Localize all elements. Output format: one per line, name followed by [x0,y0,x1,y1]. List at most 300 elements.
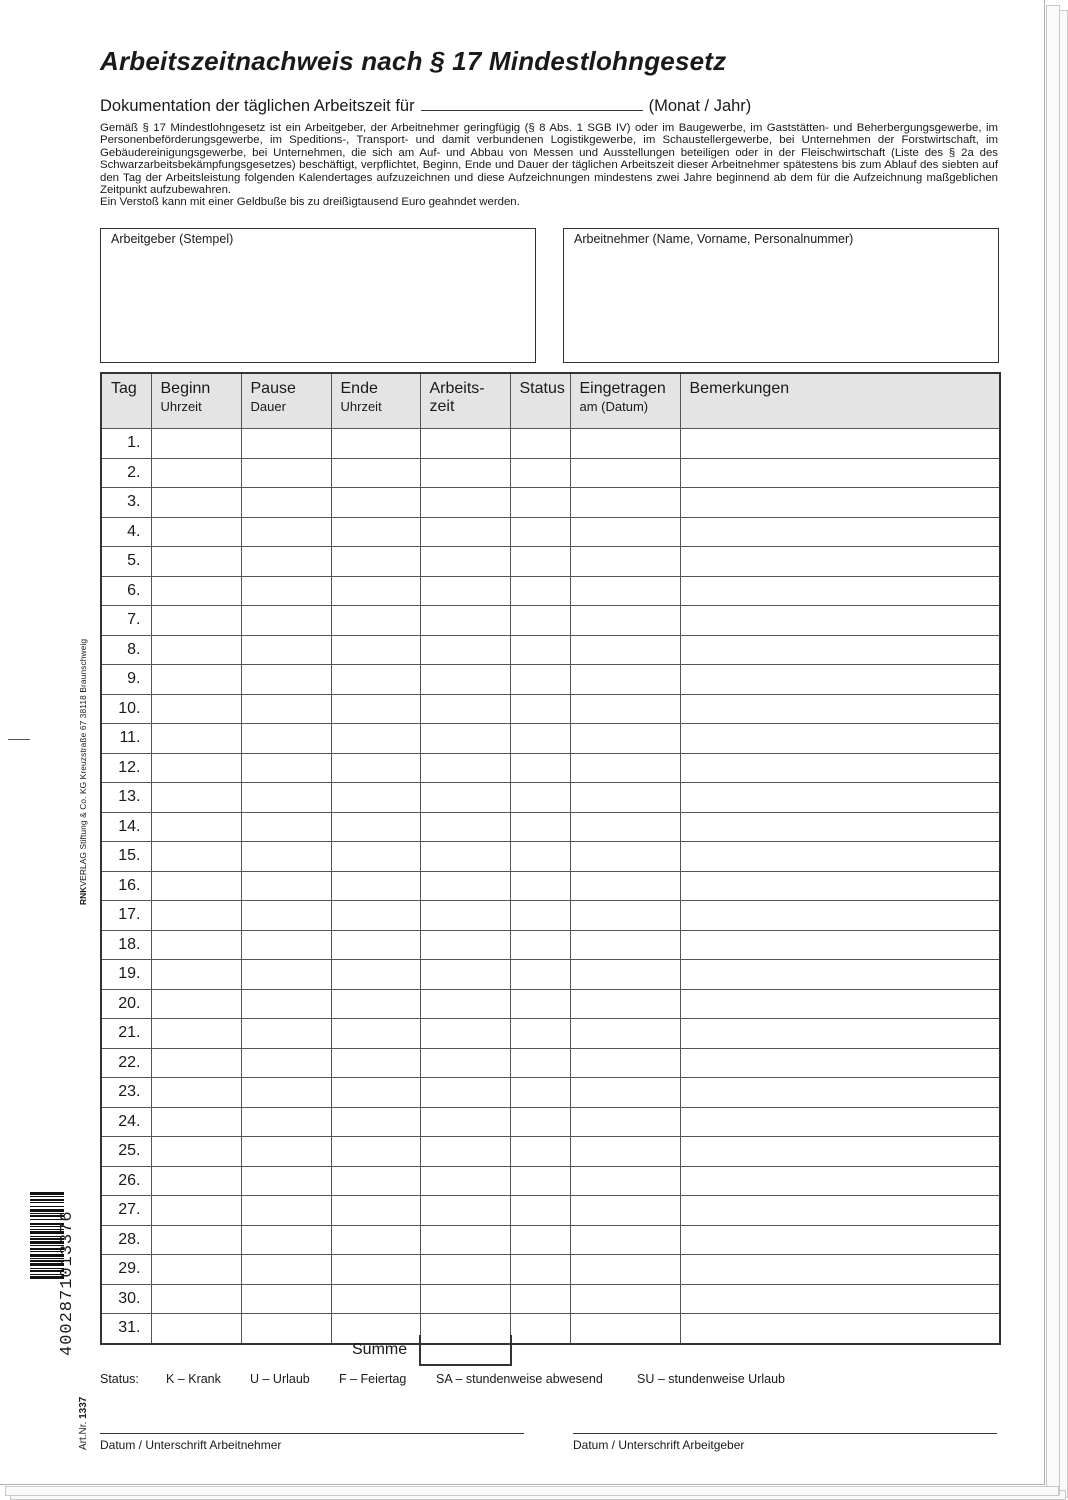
table-header-row [101,373,1000,429]
entry-cell[interactable] [241,842,331,872]
entry-cell[interactable] [510,1196,570,1226]
publisher-brand: RNK [78,886,88,905]
entry-cell[interactable] [151,871,241,901]
entry-cell[interactable] [510,1019,570,1049]
entry-cell[interactable] [151,930,241,960]
entry-cell[interactable] [570,1019,680,1049]
entry-cell[interactable] [680,989,1000,1019]
entry-cell[interactable] [420,488,510,518]
table-row [101,1019,1000,1049]
entry-cell[interactable] [570,1078,680,1108]
entry-cell[interactable] [241,1078,331,1108]
column-header [680,373,1000,429]
entry-cell[interactable] [151,694,241,724]
entry-cell[interactable] [570,517,680,547]
entry-cell[interactable] [680,753,1000,783]
entry-cell[interactable] [241,1019,331,1049]
entry-cell[interactable] [331,901,420,931]
entry-cell[interactable] [510,1314,570,1344]
entry-cell[interactable] [420,783,510,813]
entry-cell[interactable] [680,694,1000,724]
entry-cell[interactable] [420,960,510,990]
entry-cell[interactable] [151,1284,241,1314]
entry-cell[interactable] [420,606,510,636]
entry-cell[interactable] [331,694,420,724]
table-row [101,1196,1000,1226]
entry-cell[interactable] [420,517,510,547]
entry-cell[interactable] [151,1255,241,1285]
entry-cell[interactable] [510,842,570,872]
entry-cell[interactable] [570,606,680,636]
day-number: 3. [101,488,151,518]
entry-cell[interactable] [331,960,420,990]
entry-cell[interactable] [241,694,331,724]
entry-cell[interactable] [151,576,241,606]
entry-cell[interactable] [570,1225,680,1255]
employer-signature-line[interactable] [573,1433,997,1434]
column-header-subtitle: Dauer [250,399,286,414]
day-number: 8. [101,635,151,665]
column-header-subtitle: zeit [429,398,455,415]
entry-cell[interactable] [570,429,680,459]
entry-cell[interactable] [331,1048,420,1078]
entry-cell[interactable] [680,1284,1000,1314]
entry-cell[interactable] [241,429,331,459]
employer-signature-label: Datum / Unterschrift Arbeitgeber [573,1438,745,1452]
entry-cell[interactable] [420,1019,510,1049]
entry-cell[interactable] [570,1137,680,1167]
entry-cell[interactable] [570,1048,680,1078]
entry-cell[interactable] [570,989,680,1019]
entry-cell[interactable] [420,724,510,754]
entry-cell[interactable] [151,1137,241,1167]
entry-cell[interactable] [331,665,420,695]
employee-box-label: Arbeitnehmer (Name, Vorname, Personalnummer) [574,232,854,246]
entry-cell[interactable] [680,1019,1000,1049]
entry-cell[interactable] [570,1314,680,1344]
table-body [101,429,1000,1344]
entry-cell[interactable] [510,606,570,636]
employee-signature-label: Datum / Unterschrift Arbeitnehmer [100,1438,282,1452]
entry-cell[interactable] [331,576,420,606]
entry-cell[interactable] [151,458,241,488]
entry-cell[interactable] [151,753,241,783]
entry-cell[interactable] [680,960,1000,990]
sheet-edge [1046,5,1060,1495]
entry-cell[interactable] [420,812,510,842]
day-number: 18. [101,930,151,960]
entry-cell[interactable] [420,547,510,577]
table-row [101,1166,1000,1196]
entry-cell[interactable] [510,1137,570,1167]
entry-cell[interactable] [331,989,420,1019]
status-legend-item: SU – stundenweise Urlaub [637,1372,785,1386]
entry-cell[interactable] [151,989,241,1019]
entry-cell[interactable] [241,606,331,636]
entry-cell[interactable] [510,1166,570,1196]
table-row [101,606,1000,636]
entry-cell[interactable] [241,1137,331,1167]
entry-cell[interactable] [680,488,1000,518]
entry-cell[interactable] [510,724,570,754]
entry-cell[interactable] [420,930,510,960]
entry-cell[interactable] [151,488,241,518]
column-header-subtitle: am (Datum) [579,399,649,414]
entry-cell[interactable] [331,1314,420,1344]
entry-cell[interactable] [570,488,680,518]
entry-cell[interactable] [510,1078,570,1108]
table-row [101,665,1000,695]
legal-notice [100,122,998,209]
entry-cell[interactable] [241,871,331,901]
entry-cell[interactable] [241,576,331,606]
entry-cell[interactable] [680,1107,1000,1137]
entry-cell[interactable] [680,930,1000,960]
entry-cell[interactable] [680,1225,1000,1255]
table-row [101,1225,1000,1255]
entry-cell[interactable] [570,724,680,754]
entry-cell[interactable] [570,635,680,665]
entry-cell[interactable] [331,1137,420,1167]
entry-cell[interactable] [420,1107,510,1137]
entry-cell[interactable] [680,665,1000,695]
entry-cell[interactable] [331,635,420,665]
day-number: 15. [101,842,151,872]
column-header [151,373,241,429]
entry-cell[interactable] [570,753,680,783]
entry-cell[interactable] [680,1166,1000,1196]
entry-cell[interactable] [510,576,570,606]
entry-cell[interactable] [680,517,1000,547]
form-title: Arbeitszeitnachweis nach § 17 Mindestlohngesetz [100,46,727,76]
entry-cell[interactable] [510,547,570,577]
entry-cell[interactable] [570,783,680,813]
entry-cell[interactable] [331,724,420,754]
column-header [510,373,570,429]
entry-cell[interactable] [570,871,680,901]
table-row [101,458,1000,488]
entry-cell[interactable] [570,547,680,577]
entry-cell[interactable] [241,1314,331,1344]
day-number: 4. [101,517,151,547]
entry-cell[interactable] [680,458,1000,488]
period-line [100,96,751,116]
entry-cell[interactable] [241,724,331,754]
column-header-title: Pause [250,380,296,397]
entry-cell[interactable] [570,576,680,606]
entry-cell[interactable] [151,842,241,872]
entry-cell[interactable] [510,1255,570,1285]
entry-cell[interactable] [420,1284,510,1314]
column-header-title: Status [519,380,565,397]
entry-cell[interactable] [331,753,420,783]
entry-cell[interactable] [680,1314,1000,1344]
entry-cell[interactable] [420,429,510,459]
entry-cell[interactable] [151,783,241,813]
entry-cell[interactable] [241,812,331,842]
entry-cell[interactable] [510,1107,570,1137]
entry-cell[interactable] [570,1166,680,1196]
table-row [101,1107,1000,1137]
entry-cell[interactable] [510,753,570,783]
entry-cell[interactable] [510,665,570,695]
table-row [101,960,1000,990]
entry-cell[interactable] [241,1284,331,1314]
entry-cell[interactable] [570,1284,680,1314]
day-number: 11. [101,724,151,754]
entry-cell[interactable] [510,1048,570,1078]
entry-cell[interactable] [331,517,420,547]
entry-cell[interactable] [331,1078,420,1108]
entry-cell[interactable] [151,1166,241,1196]
fold-mark [8,739,30,740]
column-header-subtitle: Uhrzeit [160,399,202,414]
entry-cell[interactable] [680,576,1000,606]
day-number: 13. [101,783,151,813]
entry-cell[interactable] [241,1048,331,1078]
entry-cell[interactable] [680,812,1000,842]
entry-cell[interactable] [510,517,570,547]
day-number: 24. [101,1107,151,1137]
entry-cell[interactable] [331,547,420,577]
entry-cell[interactable] [331,1107,420,1137]
entry-cell[interactable] [331,930,420,960]
entry-cell[interactable] [241,783,331,813]
entry-cell[interactable] [680,606,1000,636]
entry-cell[interactable] [151,1078,241,1108]
column-header-title: Tag [111,380,137,397]
entry-cell[interactable] [420,1048,510,1078]
entry-cell[interactable] [510,429,570,459]
entry-cell[interactable] [680,901,1000,931]
entry-cell[interactable] [570,812,680,842]
entry-cell[interactable] [151,1225,241,1255]
entry-cell[interactable] [510,783,570,813]
entry-cell[interactable] [680,871,1000,901]
entry-cell[interactable] [241,1196,331,1226]
entry-cell[interactable] [420,1225,510,1255]
entry-cell[interactable] [510,901,570,931]
timesheet-table [100,372,1001,1345]
entry-cell[interactable] [510,871,570,901]
column-header [241,373,331,429]
entry-cell[interactable] [331,458,420,488]
entry-cell[interactable] [151,1048,241,1078]
table-row [101,724,1000,754]
entry-cell[interactable] [151,724,241,754]
column-header [570,373,680,429]
entry-cell[interactable] [680,724,1000,754]
table-row [101,517,1000,547]
entry-cell[interactable] [241,753,331,783]
sum-label: Summe [352,1341,408,1358]
table-row [101,871,1000,901]
entry-cell[interactable] [331,1019,420,1049]
entry-cell[interactable] [151,1196,241,1226]
entry-cell[interactable] [241,665,331,695]
entry-cell[interactable] [510,1225,570,1255]
entry-cell[interactable] [241,517,331,547]
entry-cell[interactable] [331,1196,420,1226]
entry-cell[interactable] [331,812,420,842]
entry-cell[interactable] [420,871,510,901]
entry-cell[interactable] [680,1048,1000,1078]
entry-cell[interactable] [420,989,510,1019]
entry-cell[interactable] [331,783,420,813]
entry-cell[interactable] [331,1284,420,1314]
day-number: 14. [101,812,151,842]
entry-cell[interactable] [151,635,241,665]
entry-cell[interactable] [241,635,331,665]
day-number: 29. [101,1255,151,1285]
entry-cell[interactable] [241,901,331,931]
entry-cell[interactable] [331,842,420,872]
entry-cell[interactable] [510,635,570,665]
table-row [101,1314,1000,1344]
entry-cell[interactable] [680,1078,1000,1108]
entry-cell[interactable] [241,989,331,1019]
entry-cell[interactable] [241,458,331,488]
entry-cell[interactable] [420,1078,510,1108]
entry-cell[interactable] [420,753,510,783]
entry-cell[interactable] [420,576,510,606]
entry-cell[interactable] [241,1225,331,1255]
entry-cell[interactable] [570,901,680,931]
entry-cell[interactable] [510,458,570,488]
table-row [101,1284,1000,1314]
entry-cell[interactable] [420,1196,510,1226]
entry-cell[interactable] [510,812,570,842]
column-header [101,373,151,429]
entry-cell[interactable] [151,812,241,842]
entry-cell[interactable] [420,1137,510,1167]
publisher-imprint [78,639,88,905]
column-header-title: Beginn [160,380,211,397]
entry-cell[interactable] [331,1225,420,1255]
period-label: Dokumentation der täglichen Arbeitszeit für [100,97,415,115]
table-row [101,488,1000,518]
entry-cell[interactable] [420,694,510,724]
entry-cell[interactable] [570,1196,680,1226]
entry-cell[interactable] [510,960,570,990]
entry-cell[interactable] [570,458,680,488]
barcode-number: 4002871013376 [58,1210,77,1356]
entry-cell[interactable] [510,930,570,960]
column-header-title: Eingetragen [579,380,666,397]
article-number-label: Art.Nr. [78,1421,89,1450]
day-number: 7. [101,606,151,636]
entry-cell[interactable] [241,930,331,960]
employee-info-box[interactable] [563,228,999,363]
sum-field[interactable] [419,1335,512,1366]
entry-cell[interactable] [151,606,241,636]
entry-cell[interactable] [680,1196,1000,1226]
entry-cell[interactable] [151,901,241,931]
entry-cell[interactable] [241,1255,331,1285]
entry-cell[interactable] [420,901,510,931]
entry-cell[interactable] [680,783,1000,813]
entry-cell[interactable] [151,517,241,547]
table-row [101,901,1000,931]
entry-cell[interactable] [331,429,420,459]
entry-cell[interactable] [420,635,510,665]
table-row [101,783,1000,813]
table-row [101,930,1000,960]
entry-cell[interactable] [331,488,420,518]
entry-cell[interactable] [570,930,680,960]
entry-cell[interactable] [151,429,241,459]
day-number: 10. [101,694,151,724]
day-number: 28. [101,1225,151,1255]
table-row [101,1048,1000,1078]
entry-cell[interactable] [331,1166,420,1196]
entry-cell[interactable] [570,1255,680,1285]
table-row [101,429,1000,459]
entry-cell[interactable] [510,989,570,1019]
entry-cell[interactable] [510,694,570,724]
entry-cell[interactable] [151,960,241,990]
entry-cell[interactable] [241,960,331,990]
article-number-value: 1337 [78,1396,89,1419]
entry-cell[interactable] [151,665,241,695]
entry-cell[interactable] [680,1137,1000,1167]
day-number: 30. [101,1284,151,1314]
column-header-title: Ende [340,380,378,397]
entry-cell[interactable] [151,1107,241,1137]
entry-cell[interactable] [331,606,420,636]
entry-cell[interactable] [680,1255,1000,1285]
entry-cell[interactable] [510,1284,570,1314]
entry-cell[interactable] [680,547,1000,577]
period-blank-field[interactable] [421,96,643,111]
entry-cell[interactable] [420,665,510,695]
entry-cell[interactable] [510,488,570,518]
table-row [101,1137,1000,1167]
entry-cell[interactable] [420,1166,510,1196]
entry-cell[interactable] [151,547,241,577]
entry-cell[interactable] [151,1314,241,1344]
status-legend-label: Status: [100,1372,139,1386]
entry-cell[interactable] [680,842,1000,872]
column-header-title: Arbeits- [429,380,485,397]
employee-signature-line[interactable] [100,1433,524,1434]
entry-cell[interactable] [420,1255,510,1285]
entry-cell[interactable] [570,842,680,872]
day-number: 20. [101,989,151,1019]
entry-cell[interactable] [570,1107,680,1137]
entry-cell[interactable] [420,458,510,488]
entry-cell[interactable] [241,547,331,577]
entry-cell[interactable] [570,960,680,990]
table-row [101,635,1000,665]
entry-cell[interactable] [680,429,1000,459]
entry-cell[interactable] [151,1019,241,1049]
entry-cell[interactable] [241,488,331,518]
entry-cell[interactable] [241,1107,331,1137]
entry-cell[interactable] [241,1166,331,1196]
entry-cell[interactable] [331,871,420,901]
entry-cell[interactable] [570,694,680,724]
entry-cell[interactable] [420,842,510,872]
day-number: 25. [101,1137,151,1167]
day-number: 1. [101,429,151,459]
column-header-subtitle: Uhrzeit [340,399,382,414]
entry-cell[interactable] [331,1255,420,1285]
status-legend-item: SA – stundenweise abwesend [436,1372,603,1386]
entry-cell[interactable] [570,665,680,695]
employer-stamp-box[interactable] [100,228,536,363]
entry-cell[interactable] [680,635,1000,665]
